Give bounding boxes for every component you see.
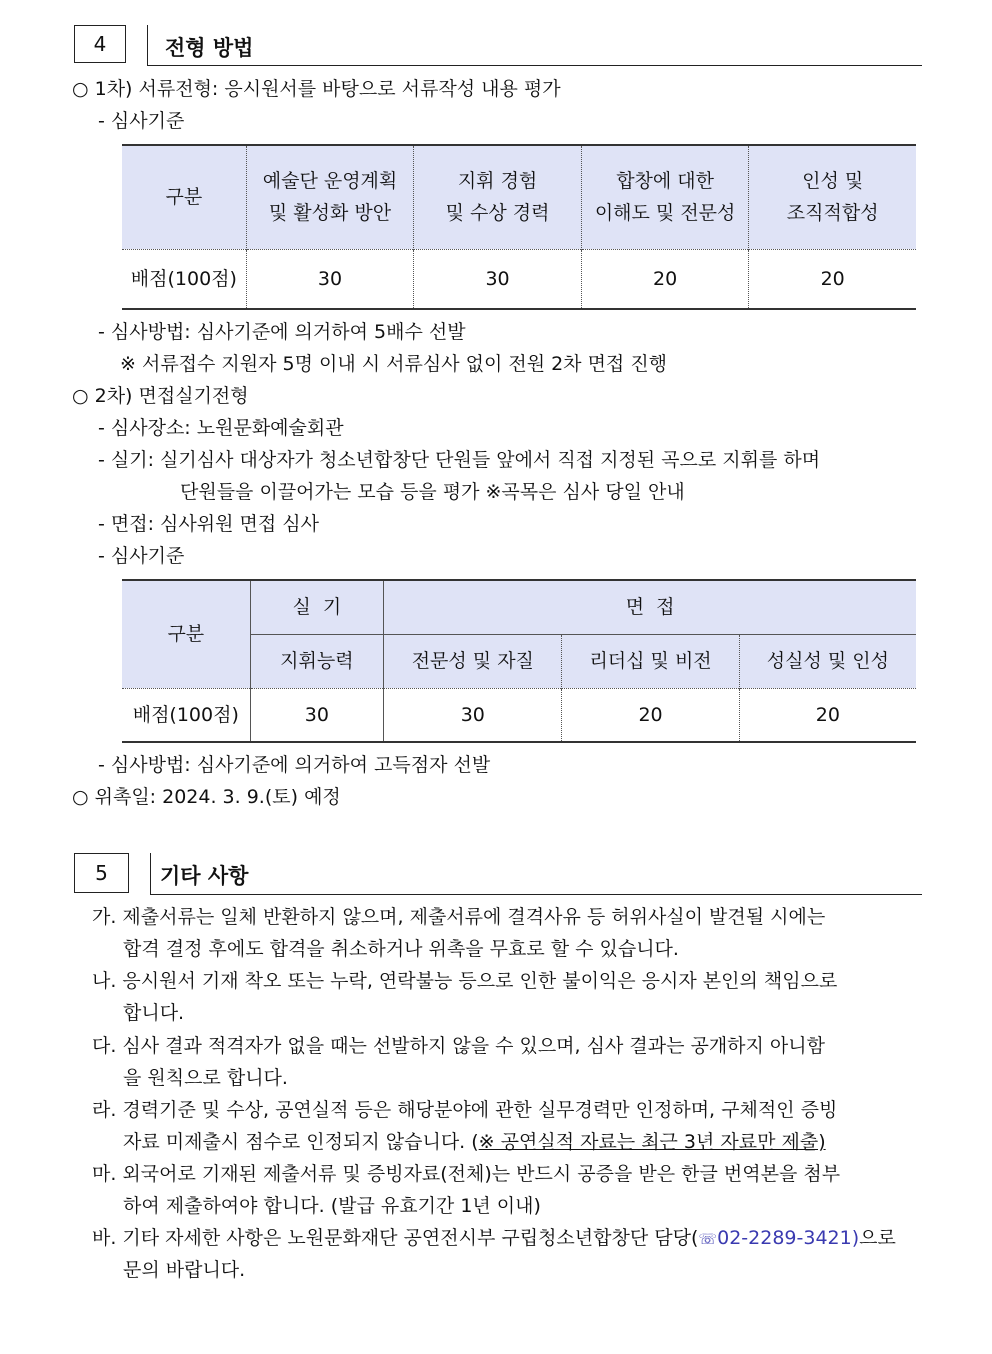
section-number-box: 5 — [74, 853, 129, 893]
section-title: 전형 방법 — [165, 36, 254, 60]
item-da-line-1: 다. 심사 결과 적격자가 없을 때는 선발하지 않을 수 있으며, 심사 결과는 공개하지 아니함 — [92, 1035, 825, 1057]
table-cell: 20 — [749, 249, 916, 309]
method-line-2: - 심사방법: 심사기준에 의거하여 고득점자 선발 — [98, 754, 491, 776]
note-line-1: ※ 서류접수 지원자 5명 이내 시 서류심사 없이 전원 2차 면접 진행 — [120, 353, 668, 375]
table-cell: 30 — [414, 249, 582, 309]
item-ba-line-2: 문의 바랍니다. — [123, 1259, 246, 1281]
table-cell: 20 — [739, 688, 916, 742]
table-header-col4: 인성 및 조직적합성 — [749, 145, 916, 249]
table-header-sub2: 전문성 및 자질 — [384, 634, 562, 688]
table-cell: 30 — [250, 688, 384, 742]
table-cell: 20 — [581, 249, 749, 309]
table-header-sub3: 리더십 및 비전 — [562, 634, 739, 688]
criteria-table-1 — [122, 144, 916, 310]
interview-line: - 면접: 심사위원 면접 심사 — [98, 513, 319, 535]
table-cell: 30 — [246, 249, 414, 309]
section-number-box: 4 — [74, 25, 126, 63]
item-da-line-2: 을 원칙으로 합니다. — [123, 1067, 288, 1089]
table-cell: 20 — [562, 688, 739, 742]
item-ga-line-1: 가. 제출서류는 일체 반환하지 않으며, 제출서류에 결격사유 등 허위사실이 발견될 시에는 — [92, 906, 826, 928]
appointment-date-line: ○ 위촉일: 2024. 3. 9.(토) 예정 — [72, 786, 341, 808]
table-cell: 30 — [384, 688, 562, 742]
place-line: - 심사장소: 노원문화예술회관 — [98, 417, 344, 439]
item-ma-line-1: 마. 외국어로 기재된 제출서류 및 증빙자료(전체)는 반드시 공증을 받은 한글 번역본을 첨부 — [92, 1163, 841, 1185]
item-ma-line-2: 하여 제출하여야 합니다. (발급 유효기간 1년 이내) — [123, 1195, 541, 1217]
section-title: 기타 사항 — [160, 864, 249, 888]
table-row-label: 배점(100점) — [130, 267, 237, 290]
item-na-line-1: 나. 응시원서 기재 착오 또는 누락, 연락불능 등으로 인한 불이익은 응시자 본인의 책임으로 — [92, 970, 838, 992]
item-ra-line-2 — [123, 1129, 826, 1155]
section-underline — [147, 65, 922, 66]
table-header-col1: 예술단 운영계획 및 활성화 방안 — [246, 145, 414, 249]
phone-number: 02-2289-3421) — [717, 1227, 860, 1249]
item-ba-text: 바. 기타 자세한 사항은 노원문화재단 공연전시부 구립청소년합창단 담당( — [92, 1227, 699, 1249]
item-ba-text-end: 으로 — [859, 1227, 896, 1249]
item-ra-text: 자료 미제출시 점수로 인정되지 않습니다. ( — [123, 1131, 479, 1153]
item-ra-underlined-note: ※ 공연실적 자료는 최근 3년 자료만 제출) — [478, 1131, 826, 1153]
criteria-label: - 심사기준 — [98, 110, 185, 132]
section-underline — [150, 894, 922, 895]
table-header-col3: 합창에 대한 이해도 및 전문성 — [581, 145, 749, 249]
table-header-category: 구분 — [165, 186, 203, 209]
item-ba-line-1 — [92, 1225, 896, 1252]
table-header-category: 구분 — [122, 580, 250, 688]
table-header-col2: 지휘 경험 및 수상 경력 — [414, 145, 582, 249]
section-divider — [150, 853, 151, 895]
stage2-line: ○ 2차) 면접실기전형 — [72, 385, 249, 407]
item-ga-line-2: 합격 결정 후에도 합격을 취소하거나 위촉을 무효로 할 수 있습니다. — [123, 938, 679, 960]
practice-line-2: 단원들을 이끌어가는 모습 등을 평가 ※곡목은 심사 당일 안내 — [180, 481, 685, 503]
criteria-label-2: - 심사기준 — [98, 545, 185, 567]
stage1-line: ○ 1차) 서류전형: 응시원서를 바탕으로 서류작성 내용 평가 — [72, 78, 561, 100]
table-header-sub1: 지휘능력 — [250, 634, 384, 688]
section-divider — [147, 25, 148, 65]
method-line-1: - 심사방법: 심사기준에 의거하여 5배수 선발 — [98, 321, 466, 343]
phone-icon: ☏ — [698, 1230, 718, 1248]
table-header-group-practice: 실 기 — [250, 580, 384, 634]
criteria-table-2 — [122, 579, 916, 743]
practice-line-1: - 실기: 실기심사 대상자가 청소년합창단 단원들 앞에서 직접 지정된 곡으로 지휘를 하며 — [98, 449, 821, 471]
item-na-line-2: 합니다. — [123, 1002, 185, 1024]
table-row-label: 배점(100점) — [132, 703, 239, 726]
item-ra-line-1: 라. 경력기준 및 수상, 공연실적 등은 해당분야에 관한 실무경력만 인정하며, 구체적인 증빙 — [92, 1099, 838, 1121]
table-header-group-interview: 면 접 — [384, 580, 916, 634]
table-header-sub4: 성실성 및 인성 — [739, 634, 916, 688]
